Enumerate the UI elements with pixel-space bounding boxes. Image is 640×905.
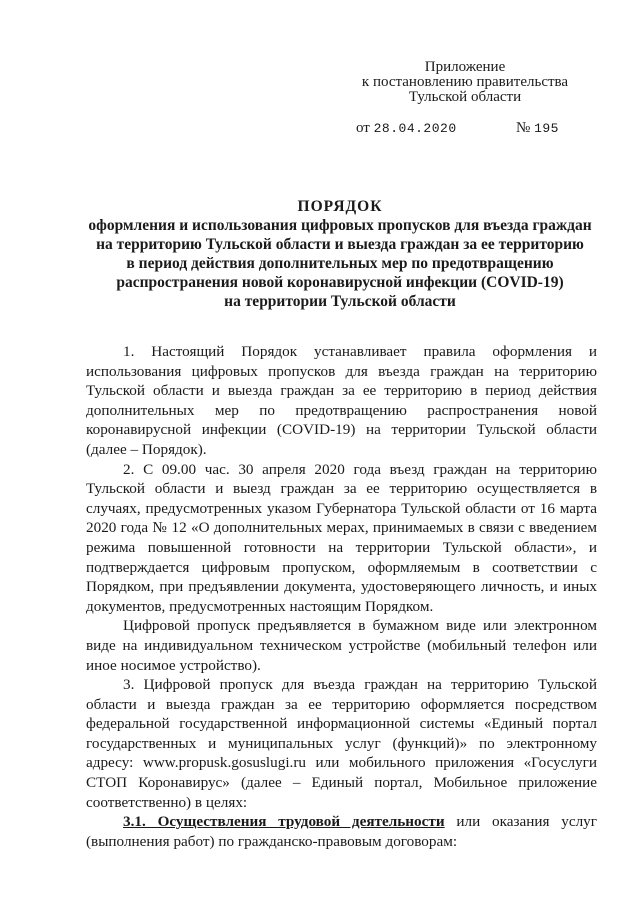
title-line-2: на территорию Тульской области и выезда граждан за ее территорию [96,236,584,253]
decree-number: 195 [534,121,559,136]
title-line-1: оформления и использования цифровых пропусков для въезда граждан [88,217,592,234]
title-line-3: в период действия дополнительных мер по предотвращению [126,255,554,272]
decree-from-label: от [356,120,370,136]
title-heading: ПОРЯДОК [297,198,383,215]
paragraph-3-1-heading: 3.1. Осуществления трудовой деятельности [123,813,445,831]
paragraph-4: 3. Цифровой пропуск для въезда граждан на территорию Тульской области и выезда граждан за ее территорию оформляется посредством федеральной государственной информационной системы «Единый портал государственных и муниципальных услуг (функций)» по электронному адресу: www.propusk.gosuslugi.ru или мобильного приложения «Госуслуги СТОП Коронавирус» (далее – Единый портал, Мобильное приложение соответственно) в целях: [86,676,597,811]
paragraph-1: 1. Настоящий Порядок устанавливает правила оформления и использования цифровых пропусков для въезда граждан на территорию Тульской области и выезда граждан за ее территорию в период действия дополнительных мер по предотвращению распространения новой коронавирусной инфекции (COVID-19) на территории Тульской области (далее – Порядок). [86,343,597,458]
appendix-title: Приложение [424,59,506,75]
decree-date-number [356,120,559,137]
decree-date: 28.04.2020 [373,121,457,136]
appendix-decree-ref: к постановлению правительства [361,74,569,90]
title-line-4: распространения новой коронавирусной инфекции (COVID-19) [116,274,564,291]
paragraph-2: 2. С 09.00 час. 30 апреля 2020 года въезд граждан на территорию Тульской области и выезд граждан за ее территорию осуществляется в случаях, предусмотренных указом Губернатора Тульской области от 16 марта 2020 года № 12 «О дополнительных мерах, принимаемых в связи с введением режима повышенной готовности на территории Тульской области», и подтверждается цифровым пропуском, оформляемым в соответствии с Порядком, при предъявлении документа, удостоверяющего личность, и иных документов, предусмотренных настоящим Порядком. [86,460,597,615]
document-title [60,197,620,311]
document-body [86,342,597,851]
decree-number-label: № [516,120,531,136]
paragraph-3-1-text: или оказания услуг (выполнения работ) по гражданско-правовым договорам: [86,813,597,850]
paragraph-3-1 [86,812,597,851]
appendix-region: Тульской области [408,89,522,105]
decree-number-group [516,120,559,137]
appendix-stamp [330,60,600,105]
paragraph-3: Цифровой пропуск предъявляется в бумажном виде или электронном виде на индивидуальном техническом устройстве (мобильный телефон или иное носимое устройство). [86,617,597,674]
title-line-5: на территории Тульской области [224,293,456,310]
